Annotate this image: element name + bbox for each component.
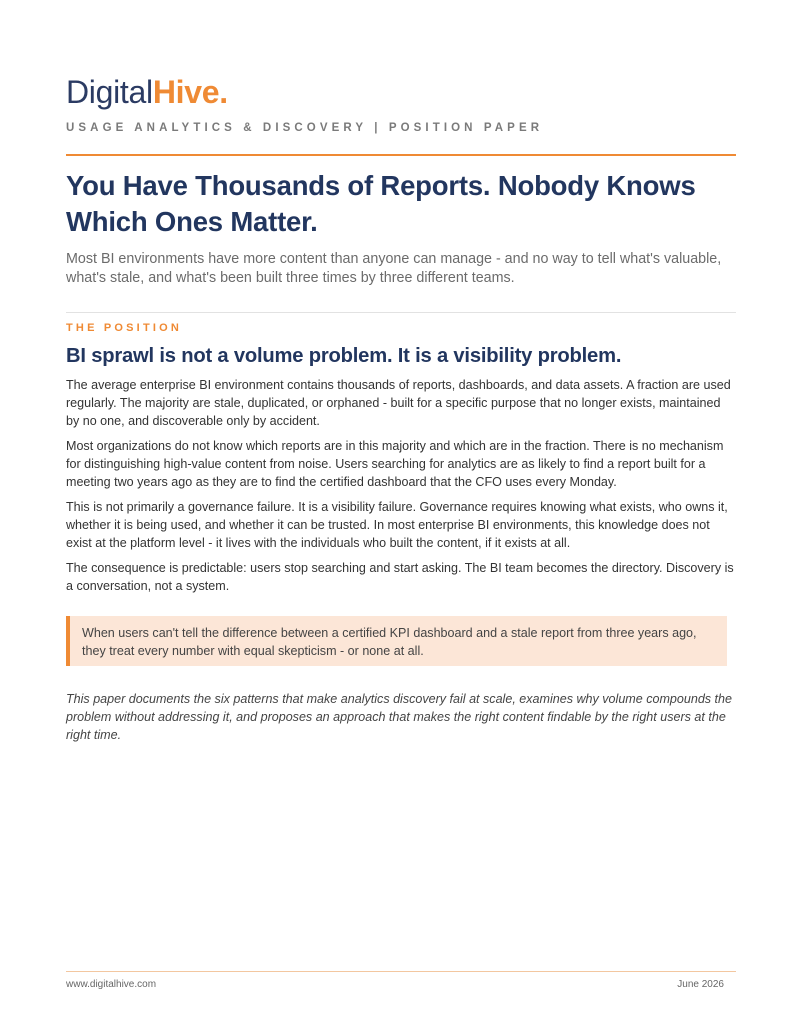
section-heading: BI sprawl is not a volume problem. It is a visibility problem. <box>66 345 622 367</box>
digitalhive-logo <box>66 72 228 112</box>
body-paragraph-2: Most organizations do not know which reports are in this majority and which are in the fraction. There is no mechanism for distinguishing high-value content from noise. Users searching for analytics are as likely to find a report built for a meeting two years ago as they are to find the certified dashboard that the CFO uses every Monday. <box>66 439 724 489</box>
position-paper-page <box>66 0 736 1036</box>
pull-quote-callout <box>66 616 727 666</box>
body-paragraph-1: The average enterprise BI environment contains thousands of reports, dashboards, and data assets. A fraction are used regularly. The majority are stale, duplicated, or orphaned - built for a specific purpose that no longer exists, maintained by no one, and discoverable only by accident. <box>66 378 731 428</box>
logo-dot: . <box>219 74 228 110</box>
page-subtitle: Most BI environments have more content than anyone can manage - and no way to tell what's valuable, what's stale, and what's been built three times by three different teams. <box>66 251 722 286</box>
closing-summary: This paper documents the six patterns that make analytics discovery fail at scale, examines why volume compounds the problem without addressing it, and proposes an approach that makes the right content findable by the right users at the right time. <box>66 692 733 742</box>
body-text <box>66 376 736 602</box>
section-divider <box>66 312 736 313</box>
document-kicker: USAGE ANALYTICS & DISCOVERY | POSITION PAPER <box>66 122 544 134</box>
page-title: You Have Thousands of Reports. Nobody Knows Which Ones Matter. <box>66 170 696 237</box>
header-divider <box>66 154 736 156</box>
footer-website[interactable]: www.digitalhive.com <box>66 979 157 990</box>
logo-text-digital: Digital <box>66 74 153 110</box>
body-paragraph-3: This is not primarily a governance failure. It is a visibility failure. Governance requires knowing what exists, who owns it, whether it is being used, and whether it can be trusted. In most enterprise BI environments, this knowledge does not exist at the platform level - it lives with the individuals who built the content, if it exists at all. <box>66 500 728 550</box>
footer-date: June 2026 <box>677 979 724 990</box>
footer-divider <box>66 971 736 972</box>
body-paragraph-4: The consequence is predictable: users stop searching and start asking. The BI team becomes the directory. Discovery is a conversation, not a system. <box>66 561 734 593</box>
section-label: THE POSITION <box>66 322 183 334</box>
callout-text: When users can't tell the difference between a certified KPI dashboard and a stale report from three years ago, they treat every number with equal skepticism - or none at all. <box>82 626 697 658</box>
logo-text-hive: Hive <box>152 74 220 110</box>
